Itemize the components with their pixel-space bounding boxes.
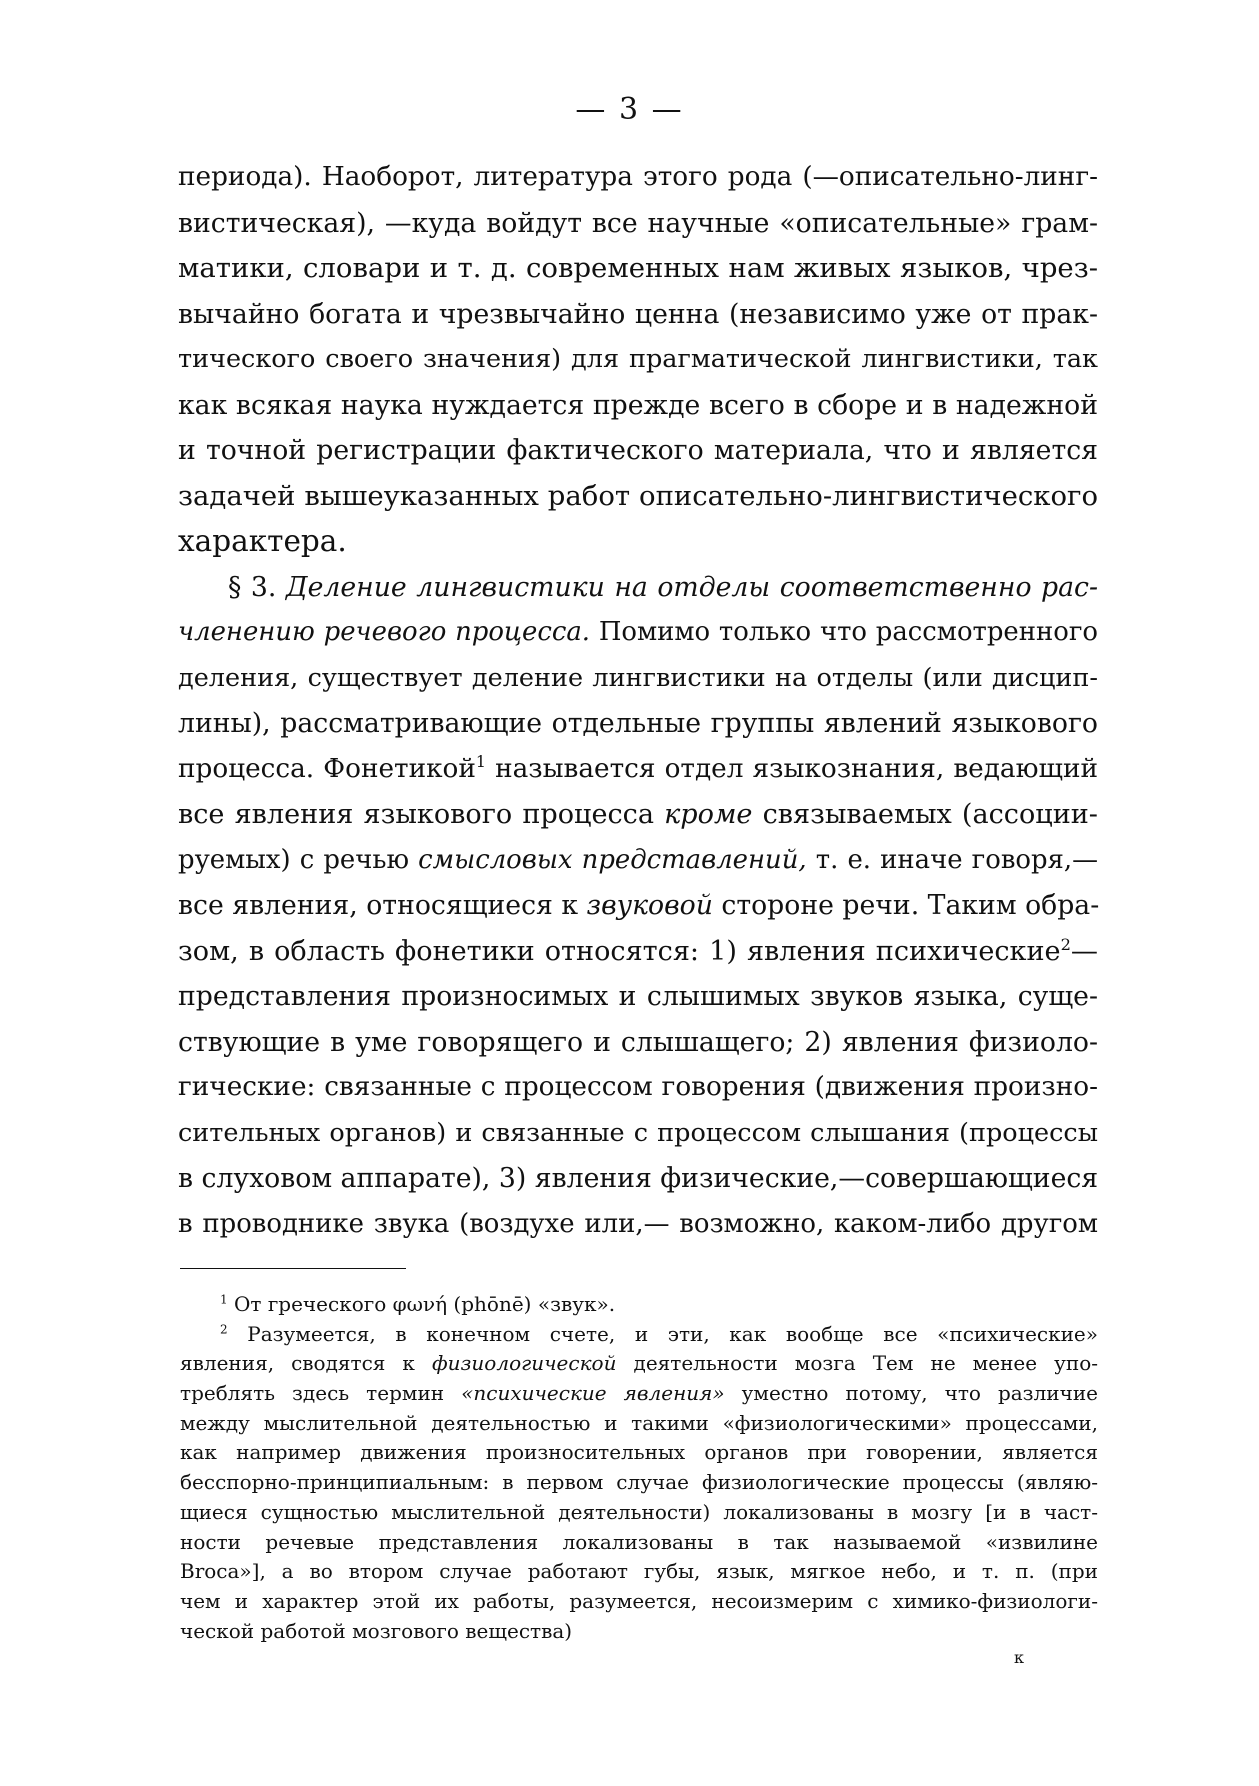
footnote-line: ческой работой мозгового вещества): [180, 1618, 573, 1643]
text-line: тического своего значения) для прагматической лингвистики, так: [178, 344, 1098, 374]
footnote-line: как например движения произносительных органов при говорении, является: [180, 1440, 1098, 1465]
footnote-number: 2: [220, 1322, 228, 1337]
footnote-ref-2: 2: [1060, 934, 1071, 954]
footnote-line: между мыслительной деятельностью и такими «физиологическими» процессами,: [180, 1410, 1098, 1435]
emphasis: «психические явления»: [461, 1381, 725, 1406]
text-line: в слуховом аппарате), 3) явления физические,—совершающиеся: [178, 1163, 1099, 1194]
footnote-line: щиеся сущностью мыслительной деятельности) локализованы в мозгу [и в част-: [180, 1499, 1098, 1524]
footnote-line: Broca»], а во втором случае работают губы, язык, мягкое небо, и т. п. (при: [180, 1559, 1098, 1584]
text-line: как всякая наука нуждается прежде всего в сборе и в надежной: [178, 389, 1098, 421]
section-number: § 3.: [228, 571, 277, 603]
emphasis: смысловых представлений,: [418, 844, 807, 875]
footnote-2: $^2$ Разумеется, в конечном счете, и эти, как вообще все «психические»: [220, 1321, 1099, 1346]
text-line: лины), рассматривающие отдельные группы явлений языкового: [178, 708, 1098, 739]
footnote-line: треблять здесь термин «психические явления» уместно потому, что различие: [180, 1381, 1099, 1406]
text-line: задачей вышеуказанных работ описательно-лингвистического: [178, 479, 1098, 512]
main-text: [178, 155, 1098, 1247]
text-line: сительных органов) и связанные с процессом слышания (процессы: [178, 1117, 1098, 1148]
footnote-line: явления, сводятся к физиологической деятельности мозга Тем не менее упо-: [180, 1351, 1099, 1376]
footnote-line: чем и характер этой их работы, разумеется, несоизмерим с химико-физиологи-: [180, 1588, 1098, 1613]
printer-mark: к: [1014, 1648, 1024, 1667]
footnote-divider: [180, 1268, 406, 1269]
text-line: периода). Наоборот, литература этого рода (—описательно-линг-: [178, 162, 1098, 192]
section-heading-line: [178, 565, 1098, 611]
text-line: процесса. Фонетикой$^1$ называется отдел языкознания, ведающий: [178, 751, 1099, 784]
text-line: вистическая), —куда войдут все научные «описательные» грам-: [178, 207, 1098, 239]
footnote-line: ности речевые представления локализованы в так называемой «извилине: [180, 1529, 1098, 1554]
text-line: матики, словари и т. д. современных нам живых языков, чрез-: [178, 252, 1098, 284]
section-title: Деление лингвистики на отделы соответственно рас-: [285, 571, 1099, 603]
emphasis: кроме: [664, 799, 753, 830]
text-line: членению речевого процесса. Помимо только что рассмотренного: [178, 617, 1099, 647]
emphasis: физиологической: [431, 1351, 617, 1376]
text-line: представления произносимых и слышимых звуков языка, суще-: [178, 981, 1098, 1012]
text-line: в проводнике звука (воздухе или,— возможно, каком-либо другом: [178, 1208, 1098, 1239]
footnote-1: $^1$ От греческого φωνή (phōnē) «звук».: [220, 1292, 616, 1316]
text-line: все явления языкового процесса кроме связываемых (ассоции-: [178, 799, 1098, 830]
text-line: гические: связанные с процессом говорения (движения произно-: [178, 1072, 1098, 1102]
footnotes: [180, 1290, 1098, 1646]
text-line: все явления, относящиеся к звуковой стороне речи. Таким обра-: [178, 890, 1100, 921]
footnote-ref-1: 1: [475, 751, 486, 771]
footnote-number: 1: [220, 1292, 228, 1307]
text-line: руемых) с речью смысловых представлений, т. е. иначе говоря,—: [178, 844, 1099, 875]
text-line: деления, существует деление лингвистики на отделы (или дисцип-: [178, 662, 1098, 693]
text-line: ствующие в уме говорящего и слышащего; 2) явления физиоло-: [178, 1026, 1098, 1058]
page-number: — 3 —: [575, 92, 684, 127]
footnote-line: бесспорно-принципиальным: в первом случае физиологические процессы (являю-: [180, 1470, 1098, 1495]
text-line: характера.: [178, 524, 347, 558]
text-line: вычайно богата и чрезвычайно ценна (независимо уже от прак-: [178, 298, 1098, 330]
text-line: и точной регистрации фактического материала, что и является: [178, 435, 1098, 466]
text-line: зом, в область фонетики относятся: 1) явления психические$^2$—: [178, 934, 1098, 967]
emphasis: звуковой: [586, 890, 713, 921]
section-title-cont: членению речевого процесса.: [178, 617, 590, 647]
